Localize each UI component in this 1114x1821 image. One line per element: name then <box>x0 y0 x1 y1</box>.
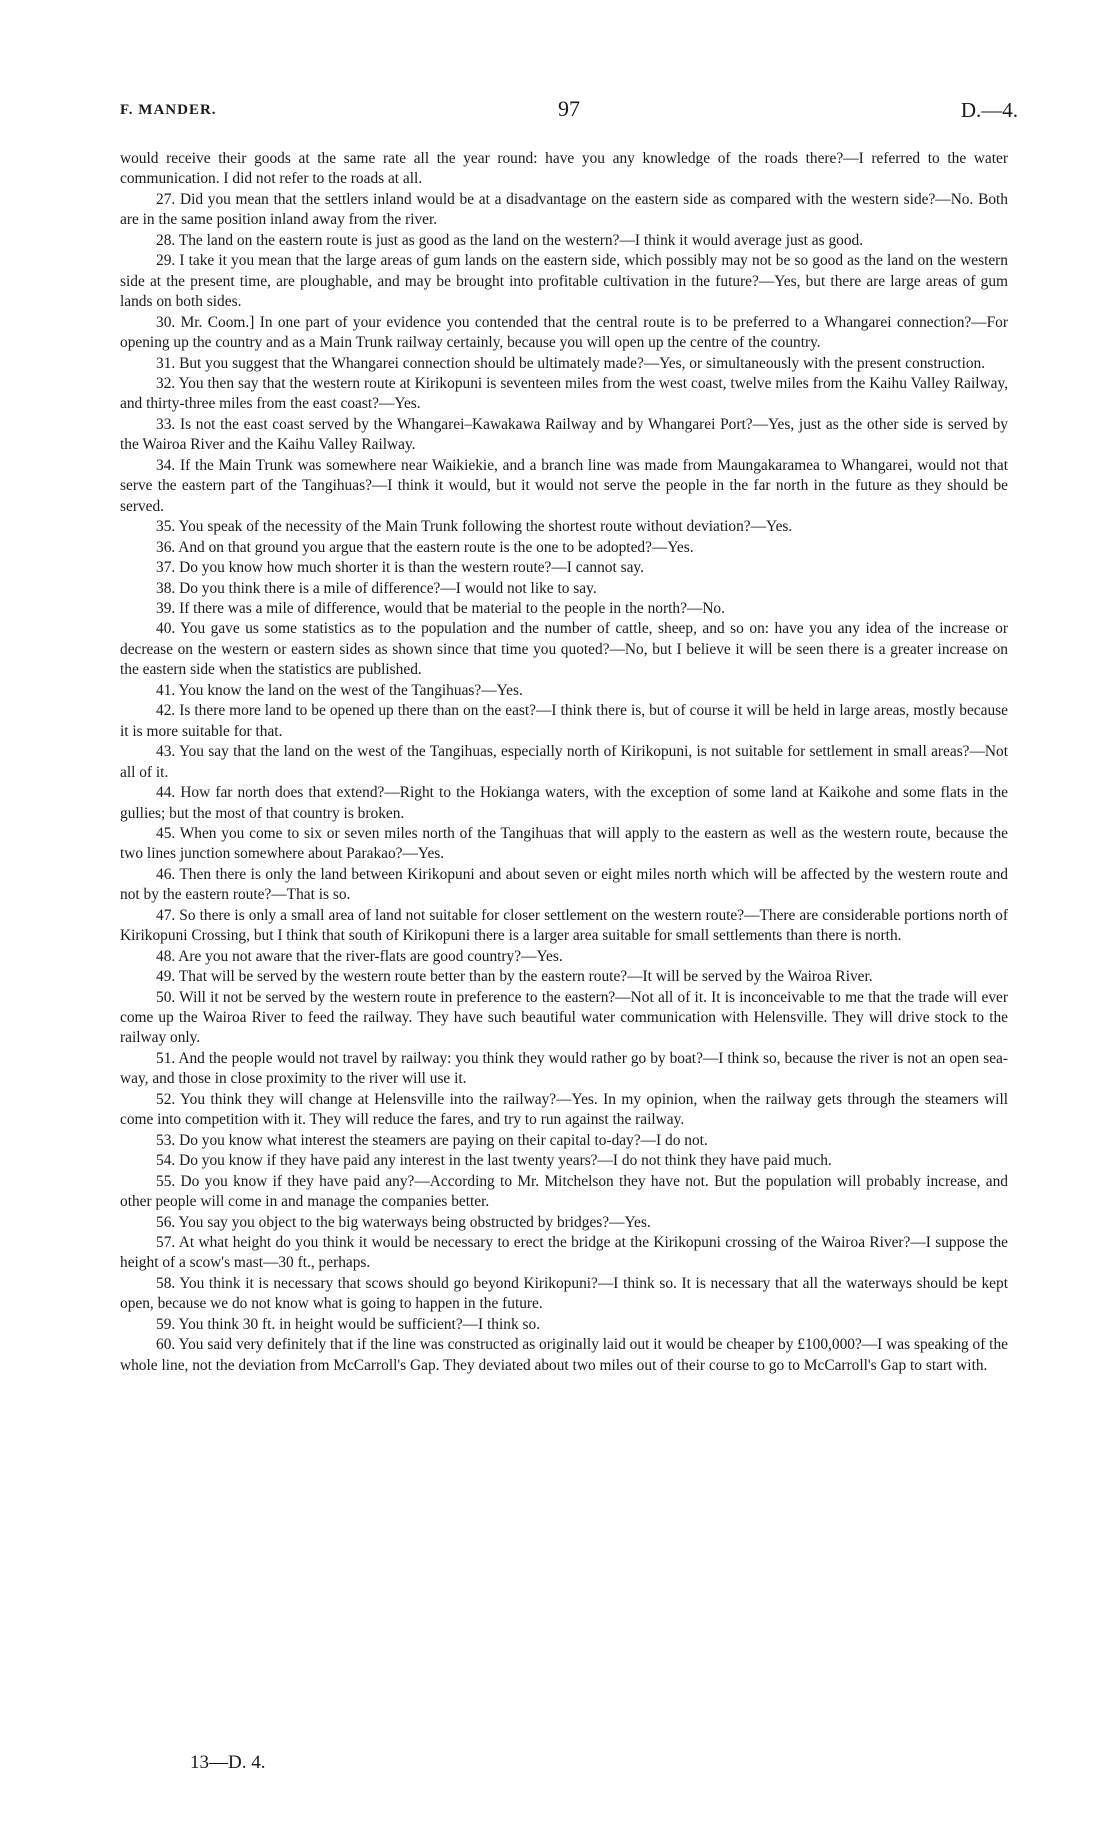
paragraph: 51. And the people would not travel by railway: you think they would rather go by boat?—I think so, because the river is not an open sea-way, and those in close proximity to the river will use it. <box>120 1049 1008 1088</box>
continuation-paragraph: would receive their goods at the same rate all the year round: have you any knowledge of the roads there?—I referred to the water communication. I did not refer to the roads at all. <box>120 150 1008 188</box>
paragraph: 36. And on that ground you argue that the eastern route is the one to be adopted?—Yes. <box>156 538 694 556</box>
paragraph: 53. Do you know what interest the steamers are paying on their capital to-day?—I do not. <box>156 1131 708 1149</box>
paragraph: 31. But you suggest that the Whangarei connection should be ultimately made?—Yes, or simultaneously with the present construction. <box>156 354 986 372</box>
page-number: 97 <box>558 96 580 121</box>
paragraph: 43. You say that the land on the west of the Tangihuas, especially north of Kirikopuni, is not suitable for settlement in small areas?—Not all of it. <box>120 743 1008 781</box>
paragraph: 58. You think it is necessary that scows should go beyond Kirikopuni?—I think so. It is necessary that all the waterways should be kept open, because we do not know what is going to happen in the future. <box>120 1274 1008 1313</box>
paragraph: 50. Will it not be served by the western route in preference to the eastern?—Not all of it. It is inconceivable to me that the trade will ever come up the Wairoa River to feed the railway. They have such beautiful water communication with Helensville. They will drive stock to the railway only. <box>120 988 1008 1047</box>
paragraph: 44. How far north does that extend?—Right to the Hokianga waters, with the exception of some land at Kaikohe and some flats in the gullies; but the most of that country is broken. <box>120 784 1008 822</box>
paragraph: 60. You said very definitely that if the line was constructed as originally laid out it would be cheaper by £100,000?—I was speaking of the whole line, not the deviation from McCarroll's Gap. They deviated about two miles out of their course to go to McCarroll's Gap to start with. <box>120 1336 1008 1374</box>
paragraph: 48. Are you not aware that the river-flats are good country?—Yes. <box>156 947 563 965</box>
paragraph: 55. Do you know if they have paid any?—According to Mr. Mitchelson they have not. But the population will probably increase, and other people will come in and manage the companies better. <box>120 1172 1008 1211</box>
paragraph: 57. At what height do you think it would be necessary to erect the bridge at the Kirikopuni crossing of the Wairoa River?—I suppose the height of a scow's mast—30 ft., perhaps. <box>120 1234 1008 1272</box>
paragraph: 42. Is there more land to be opened up there than on the east?—I think there is, but of course it will be held in large areas, mostly because it is more suitable for that. <box>120 702 1008 740</box>
paragraph: 45. When you come to six or seven miles north of the Tangihuas that will apply to the eastern as well as the western route, because the two lines junction somewhere about Parakao?—Yes. <box>120 824 1008 863</box>
paragraph: 47. So there is only a small area of land not suitable for closer settlement on the western route?—There are considerable portions north of Kirikopuni Crossing, but I think that south of Kirikopuni there is a larger area suitable for small settlements than there is north. <box>120 906 1008 945</box>
paragraph: 59. You think 30 ft. in height would be sufficient?—I think so. <box>156 1315 541 1333</box>
document-reference: D.—4. <box>960 98 1018 122</box>
paragraph: 40. You gave us some statistics as to the population and the number of cattle, sheep, and so on: have you any idea of the increase or decrease on the western or eastern sides as shown since that time you quoted?—No, but I believe it will be seen there is a greater increase on the eastern side when the statistics are published. <box>120 620 1008 679</box>
paragraph: 38. Do you think there is a mile of difference?—I would not like to say. <box>156 579 597 597</box>
paragraph: 41. You know the land on the west of the Tangihuas?—Yes. <box>156 681 523 699</box>
paragraph: 33. Is not the east coast served by the Whangarei–Kawakawa Railway and by Whangarei Port?—Yes, just as the other side is served by the Wairoa River and the Kaihu Valley Railway. <box>120 415 1008 454</box>
paragraph: 29. I take it you mean that the large areas of gum lands on the eastern side, which possibly may not be so good as the land on the western side at the present time, are ploughable, and may be brought into profitable cultivation in the future?—Yes, but there are large areas of gum lands on both sides. <box>120 252 1008 311</box>
paragraph: 56. You say you object to the big waterways being obstructed by bridges?—Yes. <box>156 1213 651 1231</box>
paragraph: 28. The land on the eastern route is just as good as the land on the western?—I think it would average just as good. <box>156 231 864 249</box>
document-body <box>120 149 1008 1376</box>
paragraph: 37. Do you know how much shorter it is than the western route?—I cannot say. <box>156 559 644 577</box>
paragraph: 27. Did you mean that the settlers inland would be at a disadvantage on the eastern side as compared with the western side?—No. Both are in the same position inland away from the river. <box>120 190 1008 229</box>
paragraph: 32. You then say that the western route at Kirikopuni is seventeen miles from the west coast, twelve miles from the Kaihu Valley Railway, and thirty-three miles from the east coast?—Yes. <box>120 374 1008 413</box>
paragraph: 35. You speak of the necessity of the Main Trunk following the shortest route without deviation?—Yes. <box>156 518 793 536</box>
question-answer-list <box>120 190 1008 1376</box>
witness-name: F. MANDER. <box>120 102 217 118</box>
paragraph: 52. You think they will change at Helensville into the railway?—Yes. In my opinion, when the railway gets through the steamers will come into competition with it. They will reduce the fares, and try to run against the railway. <box>120 1090 1008 1129</box>
paragraph: 46. Then there is only the land between Kirikopuni and about seven or eight miles north which will be affected by the western route and not by the eastern route?—That is so. <box>120 865 1008 904</box>
signature-mark: 13—D. 4. <box>190 1752 266 1773</box>
page-header <box>120 96 1018 126</box>
paragraph: 30. Mr. Coom.] In one part of your evidence you contended that the central route is to be preferred to a Whangarei connection?—For opening up the country and as a Main Trunk railway certainly, because you will open up the centre of the country. <box>120 313 1008 352</box>
paragraph: 49. That will be served by the western route better than by the eastern route?—It will be served by the Wairoa River. <box>156 968 873 986</box>
paragraph: 39. If there was a mile of difference, would that be material to the people in the north?—No. <box>156 599 725 617</box>
paragraph: 54. Do you know if they have paid any interest in the last twenty years?—I do not think they have paid much. <box>156 1152 832 1170</box>
paragraph: 34. If the Main Trunk was somewhere near Waikiekie, and a branch line was made from Maungakaramea to Whangarei, would not that serve the eastern part of the Tangihuas?—I think it would, but it would not serve the people in the far north in the future as they should be served. <box>120 456 1008 515</box>
